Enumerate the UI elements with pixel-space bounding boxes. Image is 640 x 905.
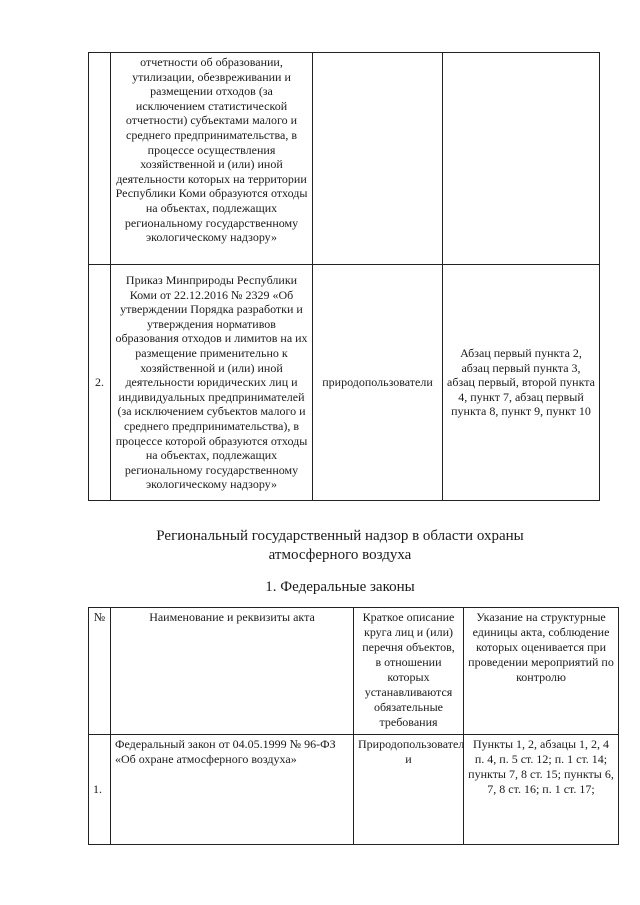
persons-cell: природопользователи <box>313 265 443 501</box>
table-row <box>89 53 600 265</box>
header-act-name: Наименование и реквизиты акта <box>111 608 354 735</box>
federal-laws-table <box>88 607 619 845</box>
persons-cell <box>313 53 443 265</box>
table-row <box>89 265 600 501</box>
structural-units-cell <box>443 53 600 265</box>
table-row <box>89 735 619 845</box>
structural-units-cell: Абзац первый пункта 2, абзац первый пункта 3, абзац первый, второй пункта 4, пункт 7, абзац первый пункта 8, пункт 9, пункт 10 <box>443 265 600 501</box>
regulations-table-continued <box>88 52 600 501</box>
header-persons: Краткое описание круга лиц и (или) перечня объектов, в отношении которых устанавливаются обязательные требования <box>354 608 464 735</box>
act-name-cell: Федеральный закон от 04.05.1999 № 96-ФЗ «Об охране атмосферного воздуха» <box>111 735 354 845</box>
section-title <box>80 527 600 565</box>
row-number-cell: 2. <box>89 265 111 501</box>
header-structural-units: Указание на структурные единицы акта, соблюдение которых оценивается при проведении мероприятий по контролю <box>464 608 619 735</box>
act-name-cell: отчетности об образовании, утилизации, обезвреживании и размещении отходов (за исключением статистической отчетности) субъектами малого и среднего предпринимательства, в процессе осуществления хозяйственной и (или) иной деятельности которых на территории Республики Коми образуются отходы на объектах, подлежащих региональному государственному экологическому надзору» <box>111 53 313 265</box>
table-header-row <box>89 608 619 735</box>
persons-cell: Природопользовател и <box>354 735 464 845</box>
row-number-cell <box>89 53 111 265</box>
section-subtitle: 1. Федеральные законы <box>265 579 415 595</box>
section-title-line-1: Региональный государственный надзор в области охраны <box>156 528 524 544</box>
header-num: № <box>89 608 111 735</box>
section-title-line-2: атмосферного воздуха <box>268 547 412 563</box>
act-name-cell: Приказ Минприроды Республики Коми от 22.12.2016 № 2329 «Об утверждении Порядка разработки и утверждения нормативов образования отходов и лимитов на их размещение применительно к хозяйственной и (или) иной деятельности юридических лиц и индивидуальных предпринимателей (за исключением субъектов малого и среднего предпринимательства), в процессе которой образуются отходы на объектах, подлежащих региональному государственному экологическому надзору» <box>111 265 313 501</box>
row-number-cell: 1. <box>89 735 111 845</box>
structural-units-cell: Пункты 1, 2, абзацы 1, 2, 4 п. 4, п. 5 ст. 12; п. 1 ст. 14; пункты 7, 8 ст. 15; пункты 6, 7, 8 ст. 16; п. 1 ст. 17; <box>464 735 619 845</box>
